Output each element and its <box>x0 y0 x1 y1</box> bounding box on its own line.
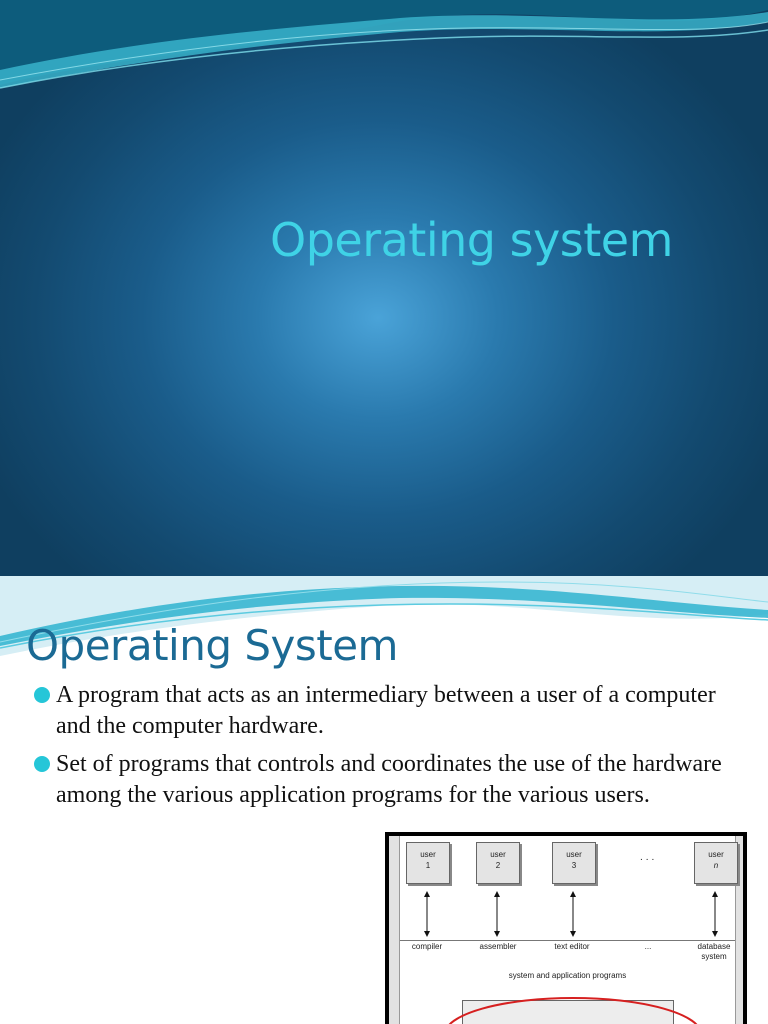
computer-system-diagram <box>385 832 747 1024</box>
user-label: user <box>708 850 724 859</box>
bullet-list <box>34 680 734 818</box>
slide-title: Operating system <box>270 213 673 267</box>
program-label: ... <box>644 942 652 951</box>
bullet-item <box>34 749 734 811</box>
user-number: 1 <box>425 861 431 870</box>
highlight-ellipse <box>445 998 701 1024</box>
slide-heading: Operating System <box>26 621 398 670</box>
user-number: 2 <box>495 861 501 870</box>
wave-decoration-top <box>0 0 768 110</box>
user-label: user <box>420 850 436 859</box>
program-label: text editor <box>554 942 590 951</box>
user-label: user <box>490 850 506 859</box>
bullet-text: Set of programs that controls and coordinates the use of the hardware among the various application programs for the various users. <box>56 751 722 808</box>
program-label: database system <box>697 942 731 961</box>
user-number: n <box>713 861 719 870</box>
bullet-text: A program that acts as an intermediary between a user of a computer and the computer hardware. <box>56 682 716 739</box>
bullet-dot-icon <box>34 756 50 772</box>
users-ellipsis: ... <box>640 852 658 863</box>
user-number: 3 <box>571 861 577 870</box>
content-slide <box>0 576 768 1024</box>
user-label: user <box>566 850 582 859</box>
bullet-item <box>34 680 734 742</box>
programs-caption: system and application programs <box>508 971 627 980</box>
program-label: assembler <box>479 942 517 951</box>
bullet-dot-icon <box>34 687 50 703</box>
diagram-arrows <box>389 836 743 1024</box>
program-label: compiler <box>411 942 443 951</box>
